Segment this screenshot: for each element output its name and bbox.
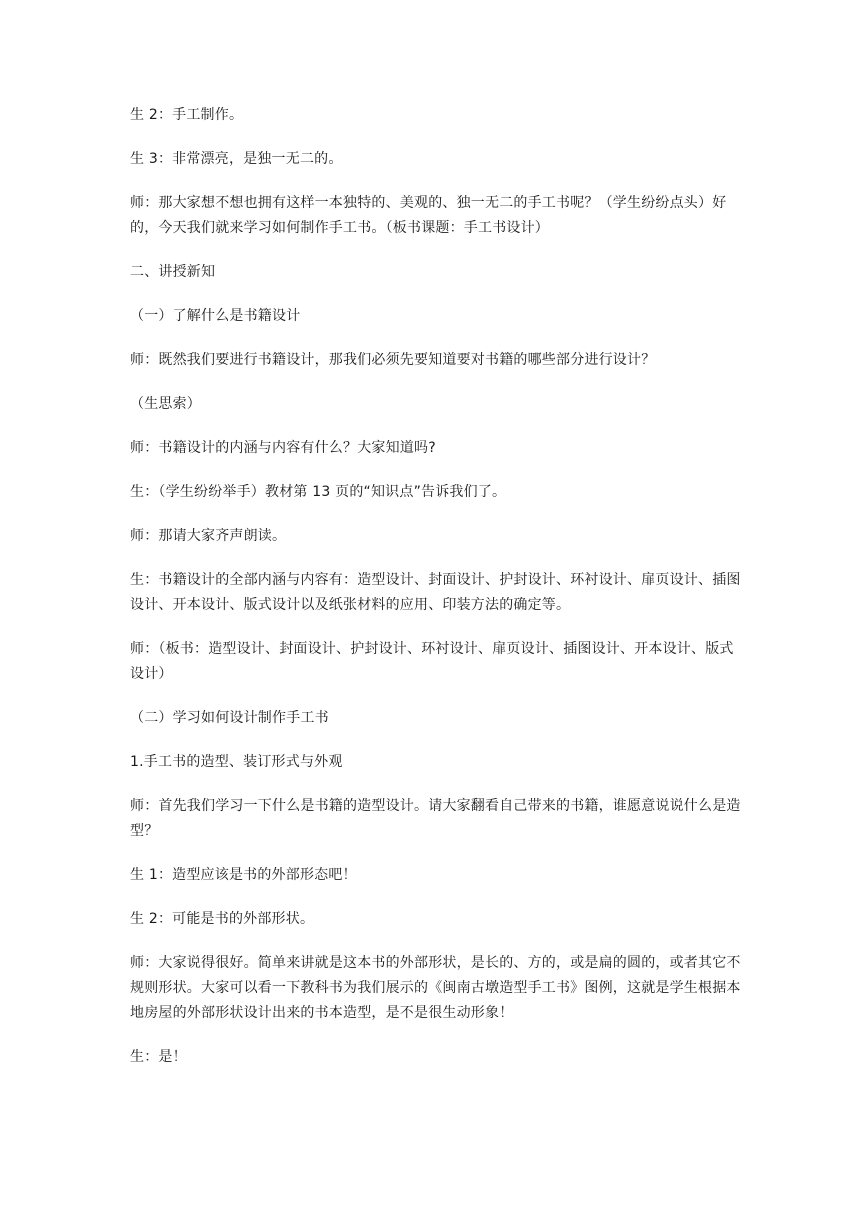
paragraph-7: （生思索） [130,396,201,412]
paragraph-6: 师：既然我们要进行书籍设计，那我们必须先要知道要对书籍的哪些部分进行设计？ [130,352,656,368]
paragraph-19: 生：是！ [130,1049,187,1065]
paragraph-15: 师：首先我们学习一下什么是书籍的造型设计。请大家翻看自己带来的书籍，谁愿意说说什么是造型？ [130,798,741,839]
subsection-heading-1: （一）了解什么是书籍设计 [130,308,301,324]
paragraph-18: 师：大家说得很好。简单来讲就是这本书的外部形状，是长的、方的，或是扁的圆的，或者其它不规则形状。大家可以看一下教科书为我们展示的《闽南古墩造型手工书》图例，这就是学生根据本地房屋的外部形状设计出来的书本造型，是不是很生动形象！ [130,955,741,1021]
subsection-heading-2: （二）学习如何设计制作手工书 [130,710,329,726]
paragraph-8: 师：书籍设计的内涵与内容有什么？大家知道吗? [130,440,436,456]
paragraph-2: 生 3：非常漂亮，是独一无二的。 [130,151,343,167]
paragraph-11: 生：书籍设计的全部内涵与内容有：造型设计、封面设计、护封设计、环衬设计、扉页设计、插图设计、开本设计、版式设计以及纸张材料的应用、印装方法的确定等。 [130,572,741,613]
paragraph-1: 生 2：手工制作。 [130,107,244,123]
document-body [130,103,742,1070]
paragraph-16: 生 1：造型应该是书的外部形态吧！ [130,867,357,883]
paragraph-3: 师：那大家想不想也拥有这样一本独特的、美观的、独一无二的手工书呢？（学生纷纷点头）好的，今天我们就来学习如何制作手工书。（板书课题：手工书设计） [130,195,727,236]
paragraph-9: 生：（学生纷纷举手）教材第 13 页的“知识点”告诉我们了。 [130,484,507,500]
paragraph-17: 生 2：可能是书的外部形状。 [130,911,315,927]
paragraph-10: 师：那请大家齐声朗读。 [130,528,287,544]
paragraph-12: 师：（板书：造型设计、封面设计、护封设计、环衬设计、扉页设计、插图设计、开本设计、版式设计） [130,641,734,682]
section-heading-2: 二、讲授新知 [130,264,216,280]
item-heading-1: 1.手工书的造型、装订形式与外观 [130,754,343,770]
